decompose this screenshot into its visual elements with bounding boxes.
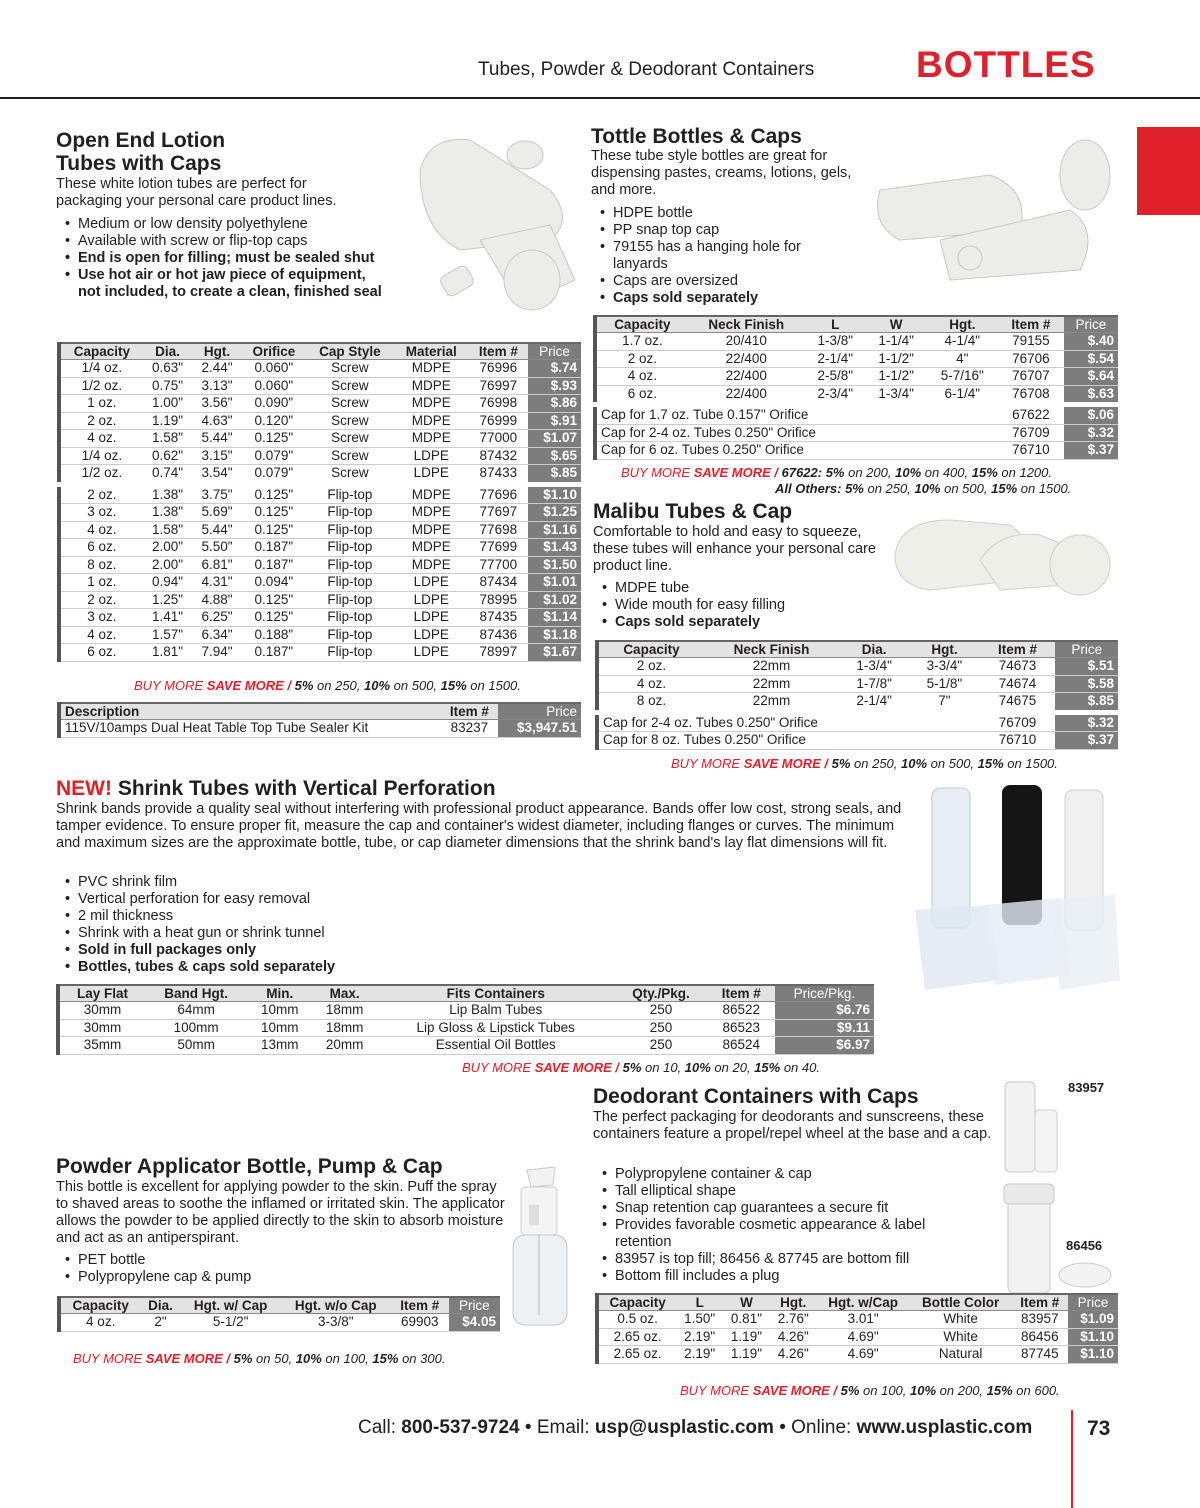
col-header: Price [449, 1297, 500, 1314]
list-item: • Sold in full packages only [56, 942, 456, 959]
table-row: 6 oz. 22/400 2-3/4" 1-3/4" 6-1/4" 76708 $.63 [595, 385, 1118, 405]
col-header: Orifice [242, 343, 306, 360]
table-row: Cap for 6 oz. Tubes 0.250" Orifice 76710 $.37 [595, 442, 1118, 460]
list-item: • Wide mouth for easy filling [593, 597, 853, 614]
powder-buy-more: BUY MORE SAVE MORE / 5% on 50, 10% on 100, 15% on 300. [73, 1351, 446, 1366]
malibu-tubes-photo [890, 505, 1120, 600]
list-item: • Shrink with a heat gun or shrink tunnel [56, 925, 456, 942]
col-header: Qty./Pkg. [614, 985, 707, 1002]
footer-rule [1071, 1410, 1073, 1508]
col-header: Bottle Color [910, 1294, 1012, 1311]
col-header: Capacity [597, 641, 704, 658]
list-item: • End is open for filling; must be sealed shut [56, 250, 386, 267]
list-item: • Available with screw or flip-top caps [56, 233, 386, 250]
new-badge: NEW! [56, 777, 112, 800]
powder-desc: This bottle is excellent for applying powder to the skin. Puff the spray to shaved areas to soothe the inflamed or irritated skin. The applicator allows the powder to be applied directly to the skin to absorb moisture and act as an antiperspirant. [56, 1179, 505, 1246]
list-item: • Medium or low density polyethylene [56, 216, 386, 233]
deodorant-containers-photo [1000, 1080, 1120, 1295]
col-header: Hgt. w/o Cap [281, 1297, 391, 1314]
list-item: • 2 mil thickness [56, 908, 456, 925]
lotion-desc: These white lotion tubes are perfect for packaging your personal care product lines. [56, 176, 337, 209]
col-header: Price [1055, 641, 1118, 658]
table-row: 2 oz. 1.38" 3.75" 0.125" Flip-top MDPE 77696 $1.10 [59, 484, 581, 504]
table-row: 1 oz. 1.00" 3.56" 0.090" Screw MDPE 76998 $.86 [59, 395, 581, 413]
list-item: • PVC shrink film [56, 874, 456, 891]
col-header: Hgt. w/Cap [817, 1294, 910, 1311]
table-row: 3 oz. 1.38" 5.69" 0.125" Flip-top MDPE 77697 $1.25 [59, 504, 581, 522]
shrink-buy-more: BUY MORE SAVE MORE / 5% on 10, 10% on 20, 15% on 40. [462, 1060, 820, 1075]
deo-desc: The perfect packaging for deodorants and sunscreens, these containers feature a propel/repel wheel at the base and a cap. [593, 1109, 992, 1142]
item-tag-83957: 83957 [1068, 1080, 1105, 1095]
col-header: Item # [980, 641, 1056, 658]
lotion-title-line1: Open End Lotion [56, 129, 226, 152]
list-item: • Provides favorable cosmetic appearance & label retention [593, 1217, 973, 1251]
deo-bullets [593, 1166, 973, 1285]
table-row: 2 oz. 1.19" 4.63" 0.120" Screw MDPE 76999 $.91 [59, 412, 581, 430]
lotion-bullets [56, 216, 386, 301]
tottle-buy-more-1: BUY MORE SAVE MORE / 67622: 5% on 200, 10% on 400, 15% on 1200. [621, 465, 1052, 480]
col-header: Hgt. [927, 316, 998, 333]
col-header: Item # [708, 985, 775, 1002]
list-item: • PET bottle [56, 1252, 356, 1269]
col-header: Item # [1012, 1294, 1068, 1311]
lotion-buy-more: BUY MORE SAVE MORE / 5% on 250, 10% on 500, 15% on 1500. [134, 678, 521, 693]
page-number: 73 [1087, 1417, 1111, 1440]
table-row: 2.65 oz. 2.19" 1.19" 4.26" 4.69" Natural 87745 $1.10 [597, 1346, 1118, 1364]
deo-buy-more: BUY MORE SAVE MORE / 5% on 100, 10% on 200, 15% on 600. [680, 1383, 1060, 1398]
col-header: Hgt. [192, 343, 241, 360]
table-row: 3 oz. 1.41" 6.25" 0.125" Flip-top LDPE 87435 $1.14 [59, 609, 581, 627]
lotion-title-line2: Tubes with Caps [56, 152, 222, 175]
list-item: • Bottles, tubes & caps sold separately [56, 959, 456, 976]
website-link[interactable]: www.usplastic.com [856, 1417, 1033, 1438]
malibu-table [595, 640, 1118, 750]
table-row: 4 oz. 2" 5-1/2" 3-3/8" 69903 $4.05 [59, 1314, 500, 1332]
table-row: 1/2 oz. 0.75" 3.13" 0.060" Screw MDPE 76997 $.93 [59, 377, 581, 395]
table-row: 4 oz. 1.57" 6.34" 0.188" Flip-top LDPE 87436 $1.18 [59, 626, 581, 644]
table-row: 35mm 50mm 13mm 20mm Essential Oil Bottles 250 86524 $6.97 [58, 1037, 874, 1055]
col-header: W [866, 316, 927, 333]
table-row: 1/4 oz. 0.63" 2.44" 0.060" Screw MDPE 76996 $.74 [59, 360, 581, 378]
table-row: 6 oz. 2.00" 5.50" 0.187" Flip-top MDPE 77699 $1.43 [59, 539, 581, 557]
table-row: 8 oz. 2.00" 6.81" 0.187" Flip-top MDPE 77700 $1.50 [59, 556, 581, 574]
col-header: Dia. [143, 343, 192, 360]
list-item: • Caps sold separately [591, 290, 851, 307]
col-header: Band Hgt. [145, 985, 247, 1002]
col-header: Dia. [140, 1297, 180, 1314]
col-header: Fits Containers [377, 985, 614, 1002]
col-header: Neck Finish [704, 641, 839, 658]
table-row: 1.7 oz. 20/410 1-3/8" 1-1/4" 4-1/4" 79155 $.40 [595, 333, 1118, 351]
tottle-table [593, 315, 1118, 460]
section-tab [1137, 127, 1200, 215]
list-item: • Caps are oversized [591, 273, 851, 290]
table-row: 2.65 oz. 2.19" 1.19" 4.26" 4.69" White 86456 $1.10 [597, 1328, 1118, 1346]
deo-table [595, 1293, 1118, 1364]
col-header: Cap Style [306, 343, 394, 360]
col-header: W [723, 1294, 770, 1311]
col-header: Price [1068, 1294, 1118, 1311]
tottle-bottles-photo [870, 130, 1120, 300]
table-row: Cap for 2-4 oz. Tubes 0.250" Orifice 76709 $.32 [595, 424, 1118, 442]
table-row: 2 oz. 1.25" 4.88" 0.125" Flip-top LDPE 78995 $1.02 [59, 591, 581, 609]
col-header: Capacity [595, 316, 688, 333]
list-item: • HDPE bottle [591, 205, 851, 222]
col-header: Item # [998, 316, 1064, 333]
malibu-desc: Comfortable to hold and easy to squeeze, these tubes will enhance your personal care product line. [593, 524, 876, 574]
malibu-buy-more: BUY MORE SAVE MORE / 5% on 250, 10% on 500, 15% on 1500. [671, 756, 1058, 771]
table-row: 115V/10amps Dual Heat Table Top Tube Sealer Kit 83237 $3,947.51 [59, 720, 581, 738]
table-row: 1/2 oz. 0.74" 3.54" 0.079" Screw LDPE 87433 $.85 [59, 465, 581, 485]
col-header: Material [394, 343, 469, 360]
col-header: Max. [312, 985, 377, 1002]
shrink-desc: Shrink bands provide a quality seal without interfering with professional product appearance. Bands offer low cost, strong seals, and tamper evidence. To ensure proper fit, measure the cap and container's widest diameter, including flanges or curves. The minimum and maximum sizes are the approximate bottle, tube, or cap diameter dimensions that the shrink band's lay flat dimensions will fit. [56, 801, 902, 851]
col-header: Hgt. [909, 641, 979, 658]
col-header: Hgt. [770, 1294, 817, 1311]
lotion-title [56, 129, 225, 175]
powder-title: Powder Applicator Bottle, Pump & Cap [56, 1155, 443, 1178]
phone-link[interactable]: 800-537-9724 [401, 1417, 520, 1438]
col-header: Item # [441, 703, 498, 720]
col-header: Capacity [59, 1297, 140, 1314]
col-header: Price/Pkg. [775, 985, 874, 1002]
table-row: 30mm 64mm 10mm 18mm Lip Balm Tubes 250 86522 $6.76 [58, 1002, 874, 1020]
malibu-bullets [593, 580, 853, 631]
table-row: 4 oz. 1.58" 5.44" 0.125" Screw MDPE 77000 $1.07 [59, 430, 581, 448]
table-row: 2 oz. 22mm 1-3/4" 3-3/4" 74673 $.51 [597, 658, 1118, 676]
tottle-buy-more-2: All Others: 5% on 250, 10% on 500, 15% on 1500. [775, 481, 1072, 496]
list-item: • Tall elliptical shape [593, 1183, 973, 1200]
shrink-table [56, 984, 874, 1055]
list-item: • PP snap top cap [591, 222, 851, 239]
table-row: 0.5 oz. 1.50" 0.81" 2.76" 3.01" White 83957 $1.09 [597, 1311, 1118, 1329]
email-link[interactable]: usp@usplastic.com [594, 1417, 774, 1438]
tottle-desc: These tube style bottles are great for dispensing pastes, creams, lotions, gels, and more. [591, 148, 852, 198]
table-row: Cap for 8 oz. Tubes 0.250" Orifice 76710 $.37 [597, 732, 1118, 750]
table-row: 4 oz. 22/400 2-5/8" 1-1/2" 5-7/16" 76707 $.64 [595, 368, 1118, 386]
col-header: L [676, 1294, 723, 1311]
tottle-bullets [591, 205, 851, 307]
footer-contact: Call: 800-537-9724 • Email: usp@usplastic.com • Online: www.usplastic.com [358, 1417, 1033, 1438]
list-item: • Snap retention cap guarantees a secure fit [593, 1200, 973, 1217]
section-subtitle: Tubes, Powder & Deodorant Containers [478, 59, 815, 80]
table-row: 30mm 100mm 10mm 18mm Lip Gloss & Lipstick Tubes 250 86523 $9.11 [58, 1019, 874, 1037]
powder-bottle-photo [505, 1165, 575, 1330]
category-title: BOTTLES [916, 44, 1096, 85]
table-row: 1/4 oz. 0.62" 3.15" 0.079" Screw LDPE 87432 $.65 [59, 447, 581, 465]
shrink-bullets [56, 874, 456, 976]
col-header: Dia. [839, 641, 909, 658]
col-header: Capacity [597, 1294, 676, 1311]
col-header: Item # [469, 343, 529, 360]
table-row: 6 oz. 1.81" 7.94" 0.187" Flip-top LDPE 78997 $1.67 [59, 644, 581, 662]
list-item: • 79155 has a hanging hole for lanyards [591, 239, 851, 273]
col-header: Price [1064, 316, 1118, 333]
list-item: • 83957 is top fill; 86456 & 87745 are bottom fill [593, 1251, 973, 1268]
table-row: 4 oz. 1.58" 5.44" 0.125" Flip-top MDPE 77698 $1.16 [59, 521, 581, 539]
table-row: Cap for 1.7 oz. Tube 0.157" Orifice 67622 $.06 [595, 405, 1118, 425]
lotion-tubes-photo [400, 130, 585, 320]
col-header: Hgt. w/ Cap [181, 1297, 281, 1314]
list-item: • Use hot air or hot jaw piece of equipment, not included, to create a clean, finished seal [56, 267, 386, 301]
list-item: • Vertical perforation for easy removal [56, 891, 456, 908]
list-item: • Bottom fill includes a plug [593, 1268, 973, 1285]
col-header: Description [59, 703, 441, 720]
col-header: Min. [247, 985, 312, 1002]
table-row: 8 oz. 22mm 2-1/4" 7" 74675 $.85 [597, 693, 1118, 713]
col-header: L [805, 316, 866, 333]
table-row: 1 oz. 0.94" 4.31" 0.094" Flip-top LDPE 87434 $1.01 [59, 574, 581, 592]
lotion-table [57, 342, 581, 662]
item-tag-86456: 86456 [1066, 1238, 1103, 1253]
shrink-tubes-photo [910, 780, 1125, 1000]
col-header: Neck Finish [688, 316, 805, 333]
list-item: • Polypropylene cap & pump [56, 1269, 356, 1286]
sealer-table [57, 702, 581, 738]
col-header: Lay Flat [58, 985, 145, 1002]
table-row: 2 oz. 22/400 2-1/4" 1-1/2" 4" 76706 $.54 [595, 350, 1118, 368]
col-header: Price [528, 343, 581, 360]
header-rule [0, 97, 1200, 99]
tottle-title: Tottle Bottles & Caps [591, 125, 802, 148]
powder-table [57, 1296, 500, 1332]
list-item: • Caps sold separately [593, 614, 853, 631]
list-item: • MDPE tube [593, 580, 853, 597]
table-row: 4 oz. 22mm 1-7/8" 5-1/8" 74674 $.58 [597, 675, 1118, 693]
list-item: • Polypropylene container & cap [593, 1166, 973, 1183]
col-header: Item # [391, 1297, 449, 1314]
shrink-title: NEW! Shrink Tubes with Vertical Perforation [56, 777, 496, 800]
table-row: Cap for 2-4 oz. Tubes 0.250" Orifice 76709 $.32 [597, 712, 1118, 732]
col-header: Capacity [59, 343, 143, 360]
malibu-title: Malibu Tubes & Cap [593, 500, 793, 523]
deo-title: Deodorant Containers with Caps [593, 1085, 919, 1108]
col-header: Price [498, 703, 581, 720]
powder-bullets [56, 1252, 356, 1286]
